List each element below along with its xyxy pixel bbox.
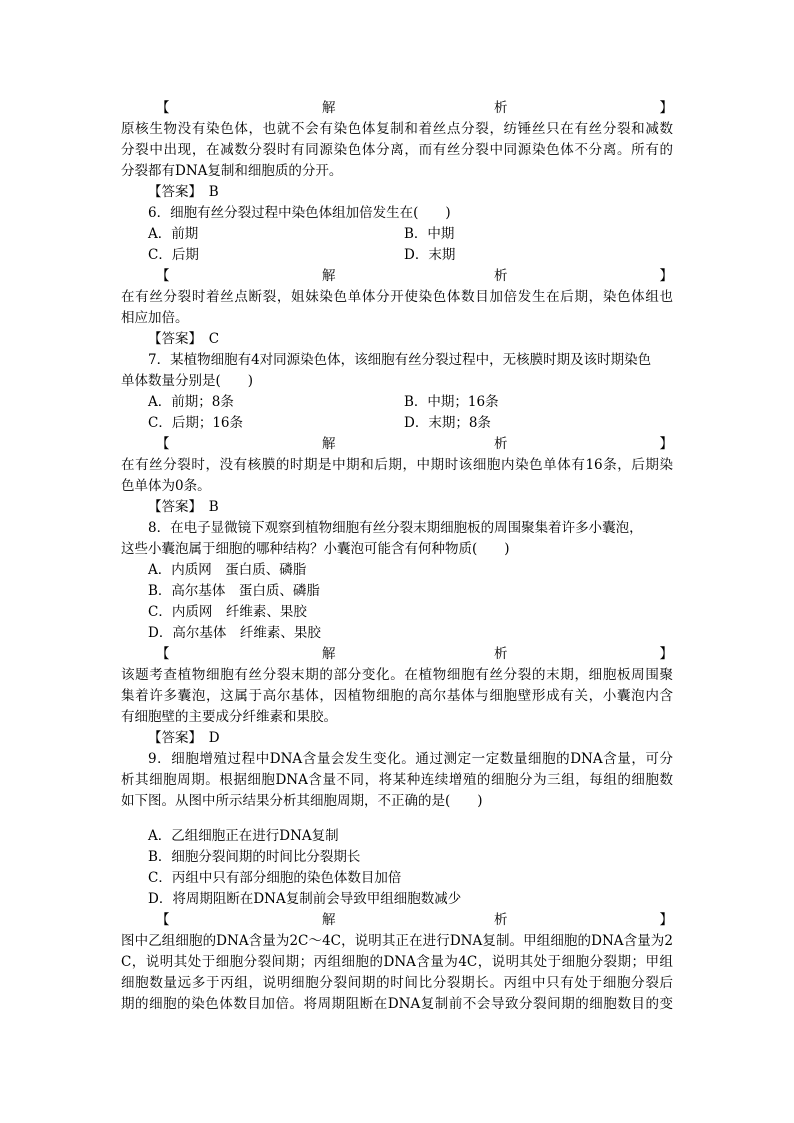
explanation-line: 图中乙组细胞的DNA含量为2C～4C，说明其正在进行DNA复制。甲组细胞的DNA含量为2 [121, 933, 673, 949]
option-a: A．乙组细胞正在进行DNA复制 [148, 828, 339, 844]
explanation-line: 有细胞壁的主要成分纤维素和果胶。 [121, 709, 337, 725]
answer-value: C [208, 331, 220, 347]
question-stem: 9．细胞增殖过程中DNA含量会发生变化。通过测定一定数量细胞的DNA含量，可分 [148, 751, 673, 767]
question-stem: 单体数量分别是( ) [121, 373, 254, 389]
explanation-line: 原核生物没有染色体，也就不会有染色体复制和着丝点分裂，纺锤丝只在有丝分裂和减数 [121, 121, 673, 137]
option-d: D．末期；8条 [404, 415, 491, 431]
option-a: A．前期 [148, 226, 199, 242]
explanation-line: 相应加倍。 [121, 310, 189, 326]
explanation-header: 【 解 析 】 [156, 646, 673, 662]
question-stem: 析其细胞周期。根据细胞DNA含量不同，将某种连续增殖的细胞分为三组，每组的细胞数 [121, 772, 673, 788]
answer-line [148, 329, 700, 350]
explanation-line: 在有丝分裂时，没有核膜的时期是中期和后期，中期时该细胞内染色单体有16条，后期染 [121, 457, 673, 473]
question-stem: 8．在电子显微镜下观察到植物细胞有丝分裂末期细胞板的周围聚集着许多小囊泡， [148, 520, 643, 536]
option-c: C．后期；16条 [148, 415, 244, 431]
option-c: C．丙组中只有部分细胞的染色体数目加倍 [148, 870, 402, 886]
answer-value: B [208, 184, 219, 200]
explanation-line: 期的细胞的染色体数目加倍。将周期阻断在DNA复制前不会导致分裂间期的细胞数目的变 [121, 996, 673, 1012]
question-stem: 7．某植物细胞有4对同源染色体，该细胞有丝分裂过程中，无核膜时期及该时期染色 [148, 352, 652, 368]
option-c: C．内质网 纤维素、果胶 [148, 604, 307, 620]
explanation-line: 分裂中出现，在减数分裂时有同源染色体分离，而有丝分裂中同源染色体不分离。所有的 [121, 142, 673, 158]
explanation-line: 在有丝分裂时着丝点断裂，姐妹染色单体分开使染色体数目加倍发生在后期，染色体组也 [121, 289, 673, 305]
answer-label: 【答案】 [148, 184, 196, 200]
option-b: B．中期；16条 [404, 394, 499, 410]
answer-label: 【答案】 [148, 730, 196, 746]
explanation-line: C，说明其处于细胞分裂间期；丙组细胞的DNA含量为4C，说明其处于细胞分裂期；甲组 [121, 954, 673, 970]
question-stem: 这些小囊泡属于细胞的哪种结构？小囊泡可能含有何种物质( ) [121, 541, 510, 557]
option-c: C．后期 [148, 247, 199, 263]
answer-value: D [208, 730, 220, 746]
option-d: D．高尔基体 纤维素、果胶 [148, 625, 321, 641]
answer-label: 【答案】 [148, 331, 196, 347]
explanation-line: 色单体为0条。 [121, 478, 211, 494]
answer-line [148, 182, 700, 203]
option-d: D．将周期阻断在DNA复制前会导致甲组细胞数减少 [148, 891, 462, 907]
explanation-line: 集着许多囊泡，这属于高尔基体，因植物细胞的高尔基体与细胞壁形成有关，小囊泡内含 [121, 688, 673, 704]
explanation-header: 【 解 析 】 [156, 268, 673, 284]
question-stem: 如下图。从图中所示结果分析其细胞周期，不正确的是( ) [121, 793, 483, 809]
explanation-header: 【 解 析 】 [156, 436, 673, 452]
option-a: A．内质网 蛋白质、磷脂 [148, 562, 307, 578]
answer-label: 【答案】 [148, 499, 196, 515]
explanation-line: 分裂都有DNA复制和细胞质的分开。 [121, 163, 343, 179]
option-b: B．高尔基体 蛋白质、磷脂 [148, 583, 320, 599]
explanation-line: 细胞数量远多于丙组，说明细胞分裂间期的时间比分裂期长。丙组中只有处于细胞分裂后 [121, 975, 673, 991]
option-a: A．前期；8条 [148, 394, 234, 410]
explanation-line: 该题考查植物细胞有丝分裂末期的部分变化。在植物细胞有丝分裂的末期，细胞板周围聚 [121, 667, 673, 683]
answer-line [148, 728, 700, 749]
explanation-header: 【 解 析 】 [156, 100, 673, 116]
question-stem: 6．细胞有丝分裂过程中染色体组加倍发生在( ) [148, 205, 451, 221]
option-b: B．中期 [404, 226, 455, 242]
answer-value: B [208, 499, 219, 515]
answer-line [148, 497, 700, 518]
option-b: B．细胞分裂间期的时间比分裂期长 [148, 849, 361, 865]
explanation-header: 【 解 析 】 [156, 912, 673, 928]
option-d: D．末期 [404, 247, 456, 263]
